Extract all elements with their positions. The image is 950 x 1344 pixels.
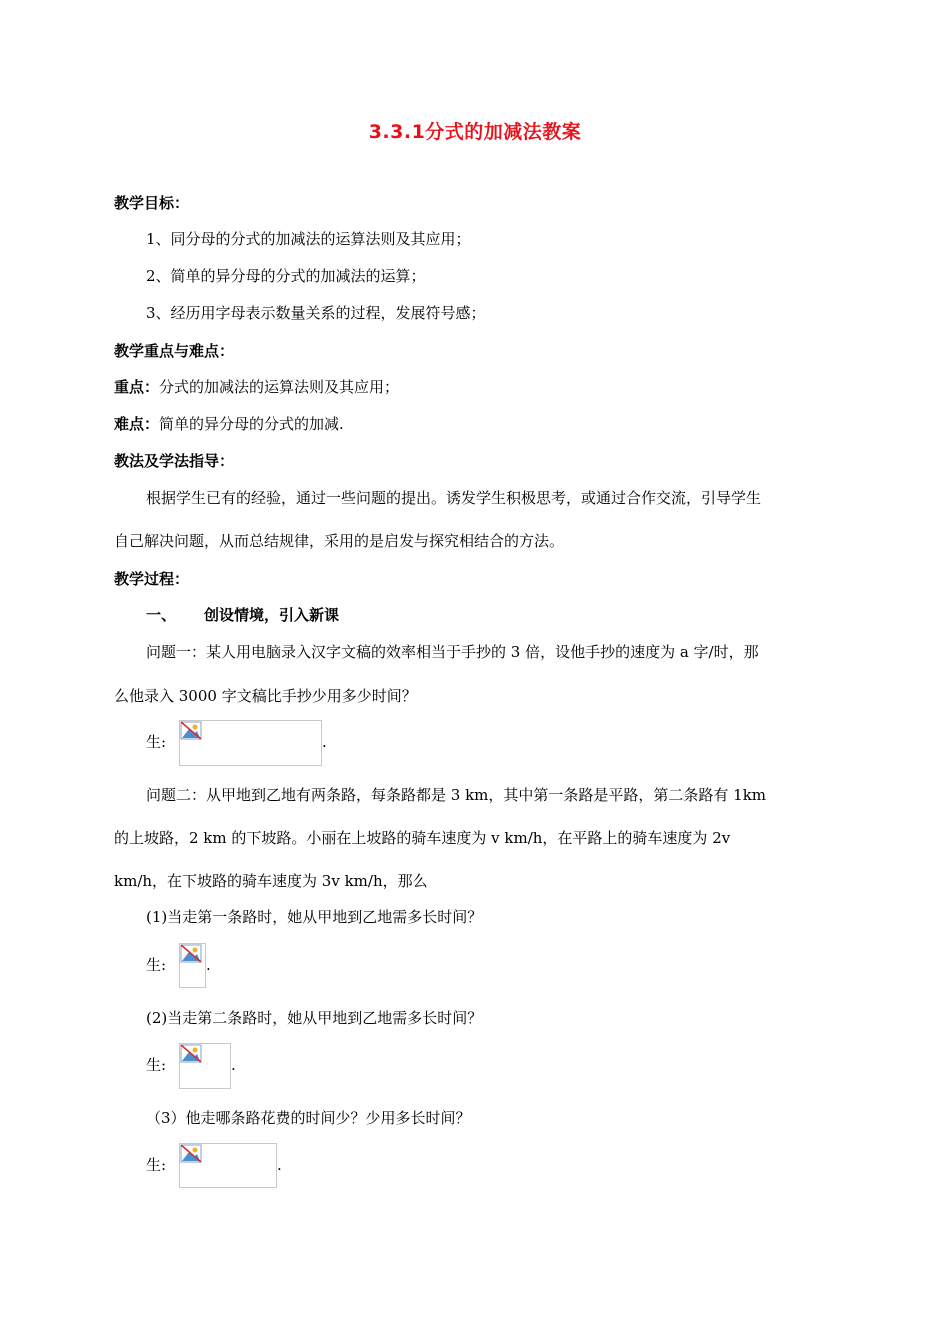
question-two-line: 的上坡路，2 km 的下坡路。小丽在上坡路的骑车速度为 v km/h，在平路上的骑车速度为 2v: [114, 829, 731, 847]
difficulty-line: [114, 414, 344, 434]
student-label: 生:: [146, 1156, 167, 1174]
key-points-heading: 教学重点与难点：: [114, 342, 235, 360]
broken-image-placeholder: [179, 1043, 231, 1089]
sub-question: (2)当走第二条路时，她从甲地到乙地需多长时间？: [146, 1009, 483, 1027]
document-title: 3.3.1分式的加减法教案: [368, 121, 582, 143]
broken-image-icon: [180, 1144, 204, 1164]
period: .: [322, 733, 327, 751]
objective-item: 3、经历用字母表示数量关系的过程，发展符号感；: [146, 304, 486, 322]
question-one-line: 么他录入 3000 字文稿比手抄少用多少时间？: [114, 687, 417, 705]
sub-question: （3）他走哪条路花费的时间少？少用多长时间？: [146, 1109, 471, 1127]
method-paragraph-line: 根据学生已有的经验，通过一些问题的提出。诱发学生积极思考，或通过合作交流，引导学生: [146, 489, 762, 507]
broken-image-placeholder: [179, 1143, 277, 1188]
period: .: [231, 1056, 236, 1074]
student-label: 生:: [146, 956, 167, 974]
focus-line: [114, 377, 399, 397]
period: .: [277, 1156, 282, 1174]
student-label: 生:: [146, 1056, 167, 1074]
difficulty-label: 难点：: [114, 415, 160, 433]
question-one-line: 问题一：某人用电脑录入汉字文稿的效率相当于手抄的 3 倍，设他手抄的速度为 a 字/时，那: [146, 643, 759, 661]
focus-text: 分式的加减法的运算法则及其应用；: [159, 378, 400, 396]
section-title: 创设情境，引入新课: [204, 606, 340, 624]
question-two-line: 问题二：从甲地到乙地有两条路，每条路都是 3 km，其中第一条路是平路，第二条路有 1km: [146, 786, 767, 804]
objectives-heading: 教学目标：: [114, 194, 190, 212]
broken-image-icon: [180, 721, 204, 741]
method-paragraph-line: 自己解决问题，从而总结规律，采用的是启发与探究相结合的方法。: [114, 532, 565, 550]
focus-label: 重点：: [114, 378, 160, 396]
objective-item: 2、简单的异分母的分式的加减法的运算；: [146, 267, 426, 285]
objective-item: 1、同分母的分式的加减法的运算法则及其应用；: [146, 230, 471, 248]
student-label: 生:: [146, 733, 167, 751]
broken-image-icon: [180, 944, 204, 964]
broken-image-placeholder: [179, 720, 322, 766]
question-two-line: km/h，在下坡路的骑车速度为 3v km/h，那么: [114, 872, 428, 890]
difficulty-text: 简单的异分母的分式的加减.: [159, 415, 344, 433]
period: .: [206, 956, 211, 974]
process-heading: 教学过程：: [114, 570, 190, 588]
section-number: 一、: [146, 606, 177, 624]
broken-image-placeholder: [179, 943, 206, 988]
broken-image-icon: [180, 1044, 204, 1064]
sub-question: (1)当走第一条路时，她从甲地到乙地需多长时间？: [146, 908, 483, 926]
method-heading: 教法及学法指导：: [114, 452, 235, 470]
